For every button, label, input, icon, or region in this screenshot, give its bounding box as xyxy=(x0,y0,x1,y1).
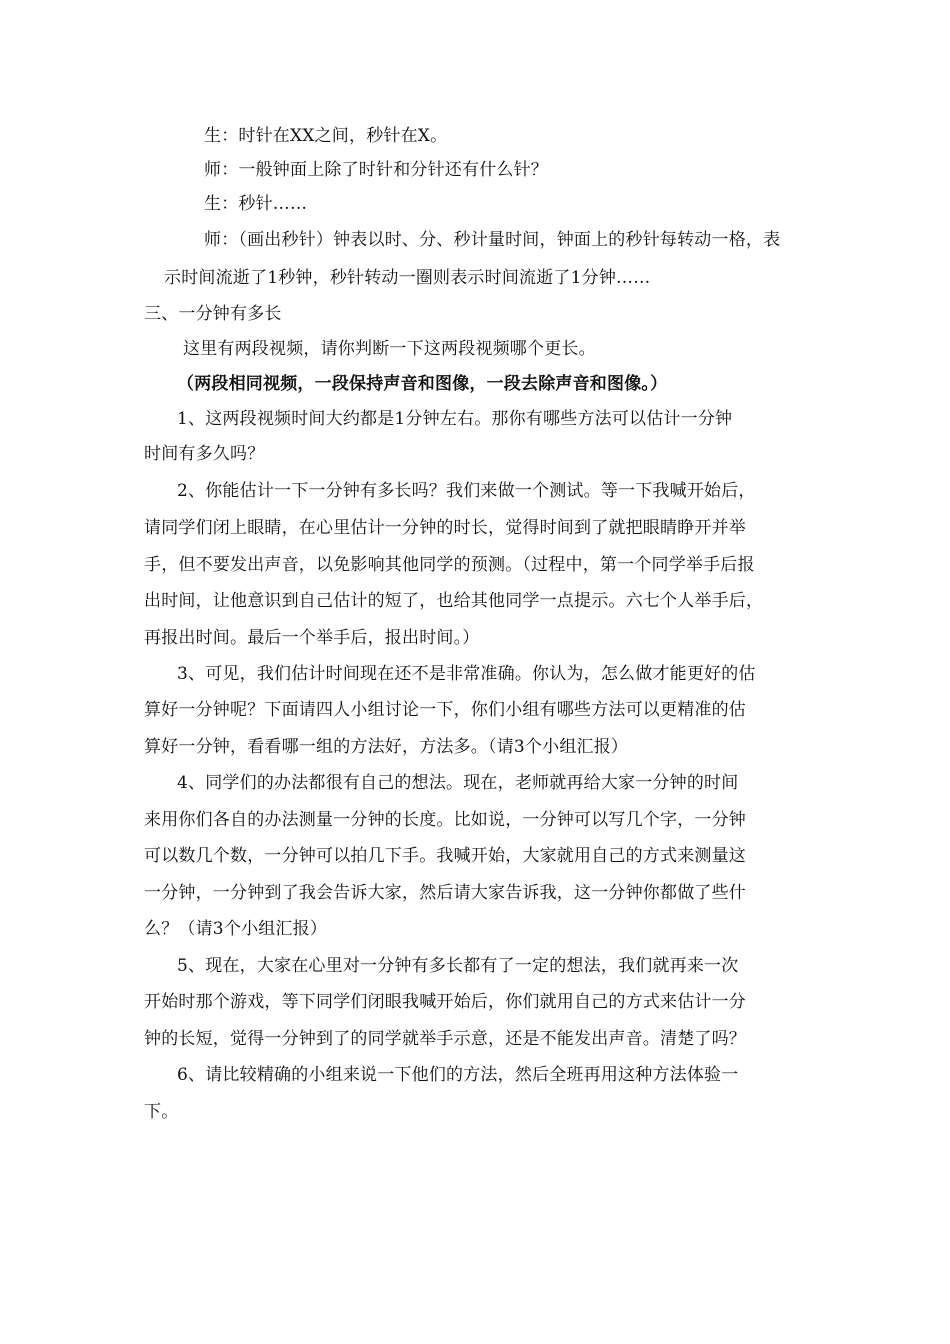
paragraph-line: 时间有多久吗？ xyxy=(144,444,265,464)
dialogue-line: 生：秒针…… xyxy=(204,194,308,214)
paragraph-line: 么？（请3个小组汇报） xyxy=(144,919,328,939)
paragraph-line: 1、这两段视频时间大约都是1分钟左右。那你有哪些方法可以估计一分钟 xyxy=(177,409,733,429)
paragraph-line: 开始时那个游戏，等下同学们闭眼我喊开始后，你们就用自己的方式来估计一分 xyxy=(144,992,746,1012)
paragraph-line: 手，但不要发出声音，以免影响其他同学的预测。（过程中，第一个同学举手后报 xyxy=(144,555,755,575)
paragraph-line: 4、同学们的办法都很有自己的想法。现在，老师就再给大家一分钟的时间 xyxy=(177,773,739,793)
dialogue-line: 示时间流逝了1秒钟，秒针转动一圈则表示时间流逝了1分钟…… xyxy=(164,268,651,288)
paragraph-line: 算好一分钟，看看哪一组的方法好，方法多。（请3个小组汇报） xyxy=(144,737,629,757)
dialogue-line: 师：一般钟面上除了时针和分针还有什么针？ xyxy=(204,160,548,180)
paragraph-line: 2、你能估计一下一分钟有多长吗？我们来做一个测试。等一下我喊开始后， xyxy=(177,481,756,501)
paragraph-line: 钟的长短，觉得一分钟到了的同学就举手示意，还是不能发出声音。清楚了吗？ xyxy=(144,1029,746,1049)
paragraph-line: 来用你们各自的办法测量一分钟的长度。比如说，一分钟可以写几个字，一分钟 xyxy=(144,810,746,830)
paragraph-line: 6、请比较精确的小组来说一下他们的方法，然后全班再用这种方法体验一 xyxy=(177,1065,739,1085)
paragraph-line: 算好一分钟呢？下面请四人小组讨论一下，你们小组有哪些方法可以更精准的估 xyxy=(144,700,746,720)
paragraph-line: 一分钟，一分钟到了我会告诉大家，然后请大家告诉我，这一分钟你都做了些什 xyxy=(144,883,746,903)
section-heading: 三、一分钟有多长 xyxy=(144,304,282,324)
paragraph-line: 请同学们闭上眼睛，在心里估计一分钟的时长，觉得时间到了就把眼睛睁开并举 xyxy=(144,518,746,538)
paragraph-line: 再报出时间。最后一个举手后，报出时间。） xyxy=(144,628,480,648)
paragraph-line: 可以数几个数，一分钟可以拍几下手。我喊开始，大家就用自己的方式来测量这 xyxy=(144,846,746,866)
paragraph-line: 出时间，让他意识到自己估计的短了，也给其他同学一点提示。六七个人举手后， xyxy=(144,591,764,611)
dialogue-line: 生：时针在XX之间，秒针在X。 xyxy=(204,126,448,146)
paragraph-line: 3、可见，我们估计时间现在还不是非常准确。你认为，怎么做才能更好的估 xyxy=(177,664,756,684)
dialogue-line: 师：（画出秒针）钟表以时、分、秒计量时间，钟面上的秒针每转动一格，表 xyxy=(204,230,781,250)
paragraph-line: 5、现在，大家在心里对一分钟有多长都有了一定的想法，我们就再来一次 xyxy=(177,956,739,976)
intro-paragraph: 这里有两段视频，请你判断一下这两段视频哪个更长。 xyxy=(183,339,596,359)
paragraph-line: 下。 xyxy=(144,1102,179,1122)
bold-note: （两段相同视频，一段保持声音和图像，一段去除声音和图像。） xyxy=(177,374,668,394)
